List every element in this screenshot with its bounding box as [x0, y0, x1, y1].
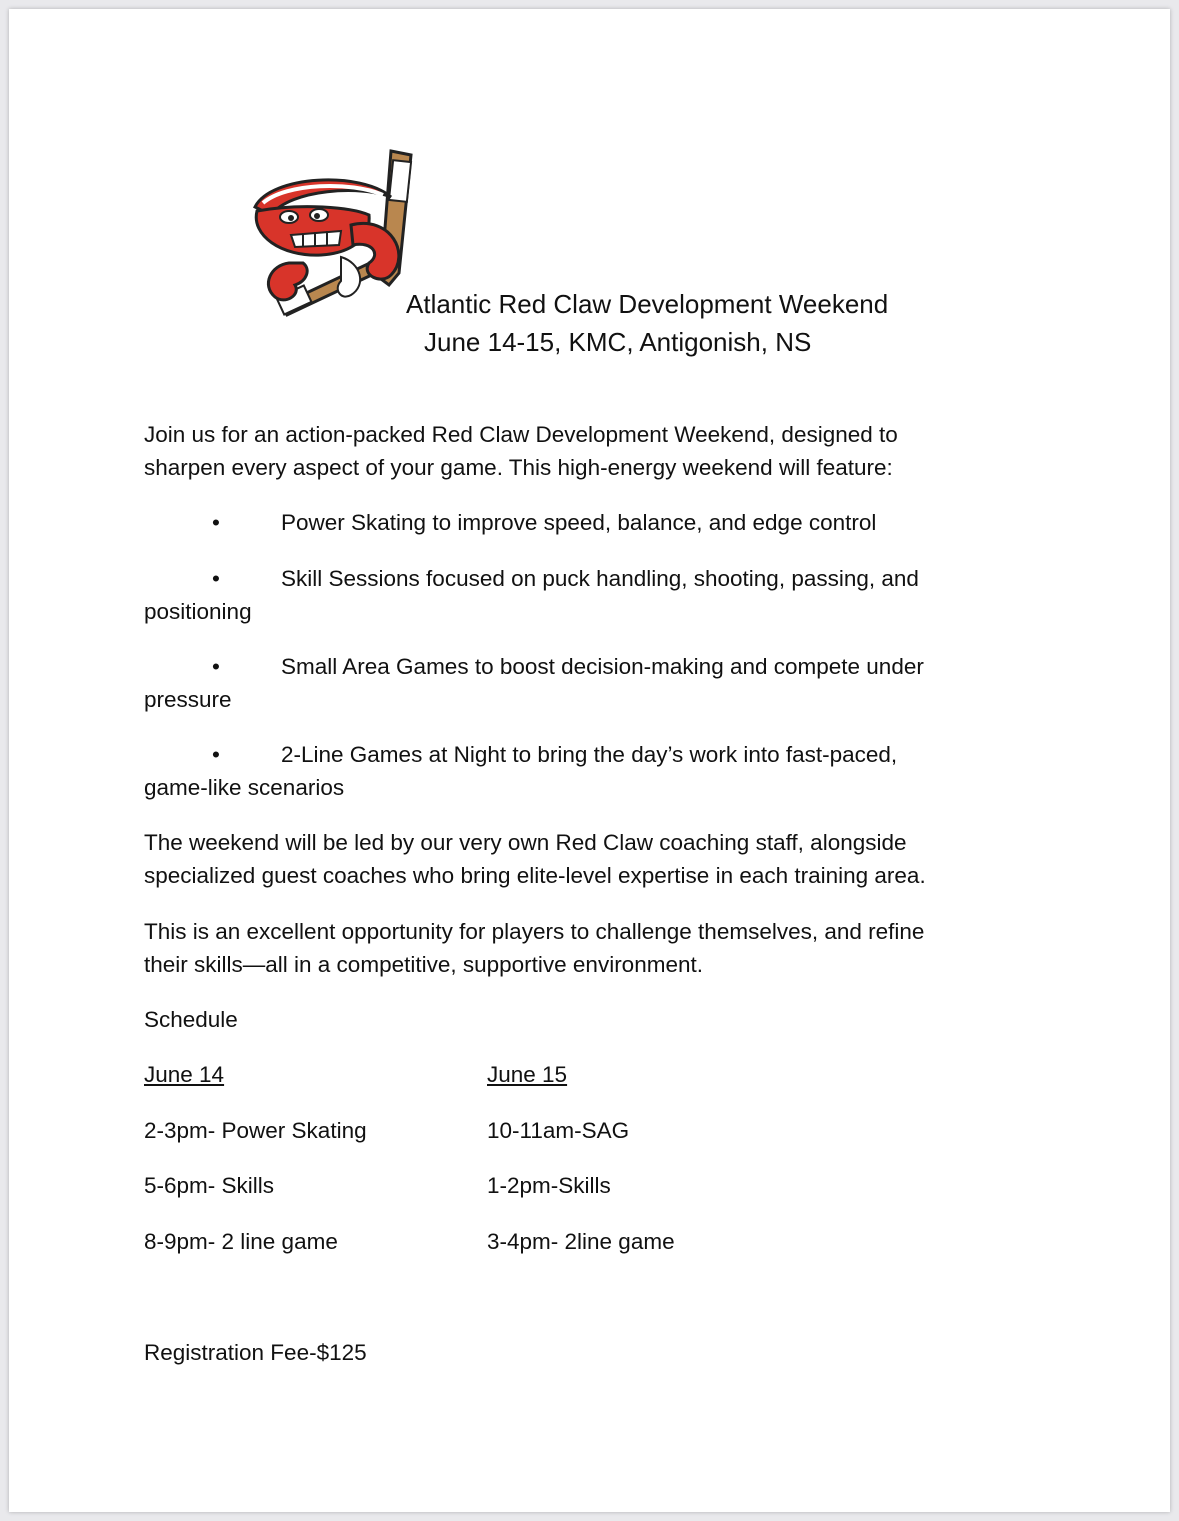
registration-fee: Registration Fee-$125 [144, 1340, 367, 1365]
schedule-day2-item: 1-2pm-Skills [487, 1173, 611, 1198]
bullet-icon: • [212, 510, 220, 535]
intro-paragraph [144, 418, 1024, 484]
schedule-heading: Schedule [144, 1007, 238, 1032]
bullet-text: 2-Line Games at Night to bring the day’s work into fast-paced, [281, 742, 898, 767]
schedule-day1-item: 8-9pm- 2 line game [144, 1229, 338, 1254]
intro-line-1: Join us for an action-packed Red Claw Development Weekend, designed to [144, 422, 898, 447]
schedule-day1-item: 5-6pm- Skills [144, 1173, 275, 1198]
bullet-text: Small Area Games to boost decision-making and compete under [281, 654, 924, 679]
bullet-item [144, 650, 1024, 716]
bullet-item [144, 738, 1024, 804]
bullet-icon: • [212, 566, 220, 591]
opportunity-line-1: This is an excellent opportunity for players to challenge themselves, and refine [144, 919, 925, 944]
opportunity-paragraph [144, 915, 1024, 981]
coaching-line-1: The weekend will be led by our very own Red Claw coaching staff, alongside [144, 830, 907, 855]
coaching-paragraph [144, 826, 1024, 892]
document-title: Atlantic Red Claw Development Weekend [406, 289, 889, 319]
intro-line-2: sharpen every aspect of your game. This high-energy weekend will feature: [144, 455, 893, 480]
bullet-item [144, 506, 1024, 539]
schedule-day2-item: 3-4pm- 2line game [487, 1229, 675, 1254]
red-claw-lobster-hockey-logo-icon [241, 145, 416, 317]
document-subtitle: June 14-15, KMC, Antigonish, NS [424, 327, 812, 357]
bullet-text: Power Skating to improve speed, balance, and edge control [281, 510, 877, 535]
schedule-day2-heading: June 15 [487, 1062, 568, 1087]
opportunity-line-2: their skills—all in a competitive, supportive environment. [144, 952, 703, 977]
schedule-day2-item: 10-11am-SAG [487, 1118, 630, 1143]
bullet-item [144, 562, 1024, 628]
schedule-day1-heading: June 14 [144, 1062, 225, 1087]
coaching-line-2: specialized guest coaches who bring elite-level expertise in each training area. [144, 863, 926, 888]
bullet-continuation: game-like scenarios [144, 775, 345, 800]
bullet-continuation: positioning [144, 599, 252, 624]
document-page [9, 9, 1170, 1512]
bullet-text: Skill Sessions focused on puck handling, shooting, passing, and [281, 566, 919, 591]
schedule-day1-item: 2-3pm- Power Skating [144, 1118, 367, 1143]
bullet-icon: • [212, 742, 220, 767]
bullet-icon: • [212, 654, 220, 679]
bullet-continuation: pressure [144, 687, 232, 712]
